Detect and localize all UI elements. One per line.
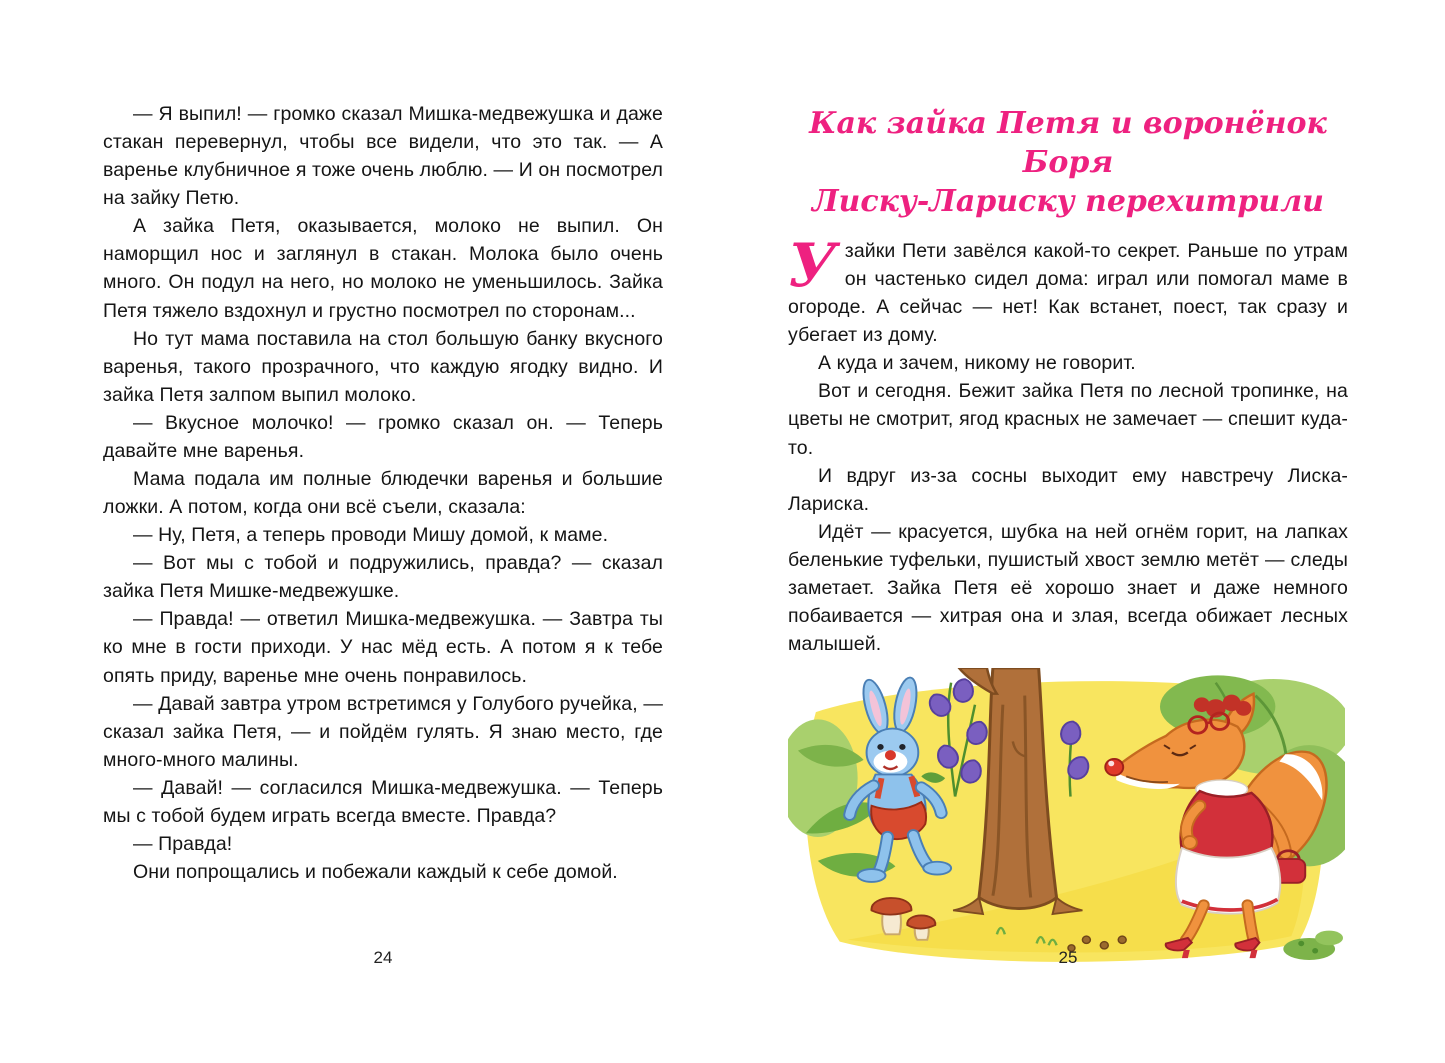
paragraph: Они попрощались и побежали каждый к себе домой. (133, 861, 618, 884)
illustration (788, 668, 1345, 971)
paragraph: — Вот мы с тобой и подружились, правда? — сказал зайка Петя Мишке-медвежушке. (103, 552, 663, 603)
paragraph: — Вкусное молочко! — громко сказал он. — Теперь давайте мне варенья. (103, 411, 663, 462)
intro-paragraph (788, 231, 1348, 349)
paragraph: — Давай завтра утром встретимся у Голубого ручейка, — сказал зайка Петя, — и пойдём гулять. Я знаю место, где много-много малины. (103, 692, 663, 771)
forest-scene-illustration (788, 668, 1345, 971)
paragraph: Идёт — красуется, шубка на ней огнём горит, на лапках беленькие туфельки, пушистый хвост землю метёт — следы заметает. Зайка Петя её хорошо знает и даже немного побаивается — хитрая она и злая, всегда обижает лесных малышей. (788, 520, 1348, 656)
left-page-text (103, 100, 663, 886)
intro-text: зайки Пети завёлся какой-то секрет. Раньше по утрам он частенько сидел дома: играл или помогал маме в огороде. А сейчас — нет! Как встанет, поест, так сразу и убегает из дому. (788, 240, 1348, 347)
story-title-line1: Как зайка Петя и воронёнок Боря (809, 106, 1327, 180)
paragraph: И вдруг из-за сосны выходит ему навстречу Лиска-Лариска. (788, 464, 1348, 515)
paragraph: — Правда! — ответил Мишка-медвежушка. — Завтра ты ко мне в гости приходи. У нас мёд есть. А потом я к тебе опять приду, варенье мне очень понравилось. (103, 608, 663, 687)
paragraph: А зайка Петя, оказывается, молоко не выпил. Он наморщил нос и заглянул в стакан. Молока было очень много. Он подул на него, но молоко не уменьшилось. Зайка Петя тяжело вздохнул и грустно посмотрел по сторонам... (103, 215, 663, 322)
right-page (788, 100, 1348, 971)
right-page-text (788, 349, 1348, 658)
paragraph: Вот и сегодня. Бежит зайка Петя по лесной тропинке, на цветы не смотрит, ягод красных не замечает — спешит куда-то. (788, 380, 1348, 459)
drop-cap: У (788, 231, 837, 301)
story-title (788, 104, 1348, 221)
paragraph: Но тут мама поставила на стол большую банку вкусного варенья, такого прозрачного, что каждую ягодку видно. И зайка Петя залпом выпил молоко. (103, 327, 663, 406)
right-page-number: 25 (1058, 948, 1078, 967)
paragraph: Мама подала им полные блюдечки варенья и большие ложки. А потом, когда они всё съели, сказала: (103, 468, 663, 519)
paragraph: А куда и зачем, никому не говорит. (818, 352, 1136, 375)
paragraph: — Давай! — согласился Мишка-медвежушка. — Теперь мы с тобой будем играть всегда вместе. Правда? (103, 776, 663, 827)
left-page-number: 24 (373, 948, 393, 967)
story-title-line2: Лиску-Лариску перехитрили (812, 184, 1324, 219)
paragraph: — Я выпил! — громко сказал Мишка-медвежушка и даже стакан перевернул, чтобы все видели, что это так. — А варенье клубничное я тоже очень люблю. — И он посмотрел на зайку Петю. (103, 103, 663, 210)
paragraph: — Ну, Петя, а теперь проводи Мишу домой, к маме. (133, 524, 609, 547)
paragraph: — Правда! (133, 833, 233, 856)
